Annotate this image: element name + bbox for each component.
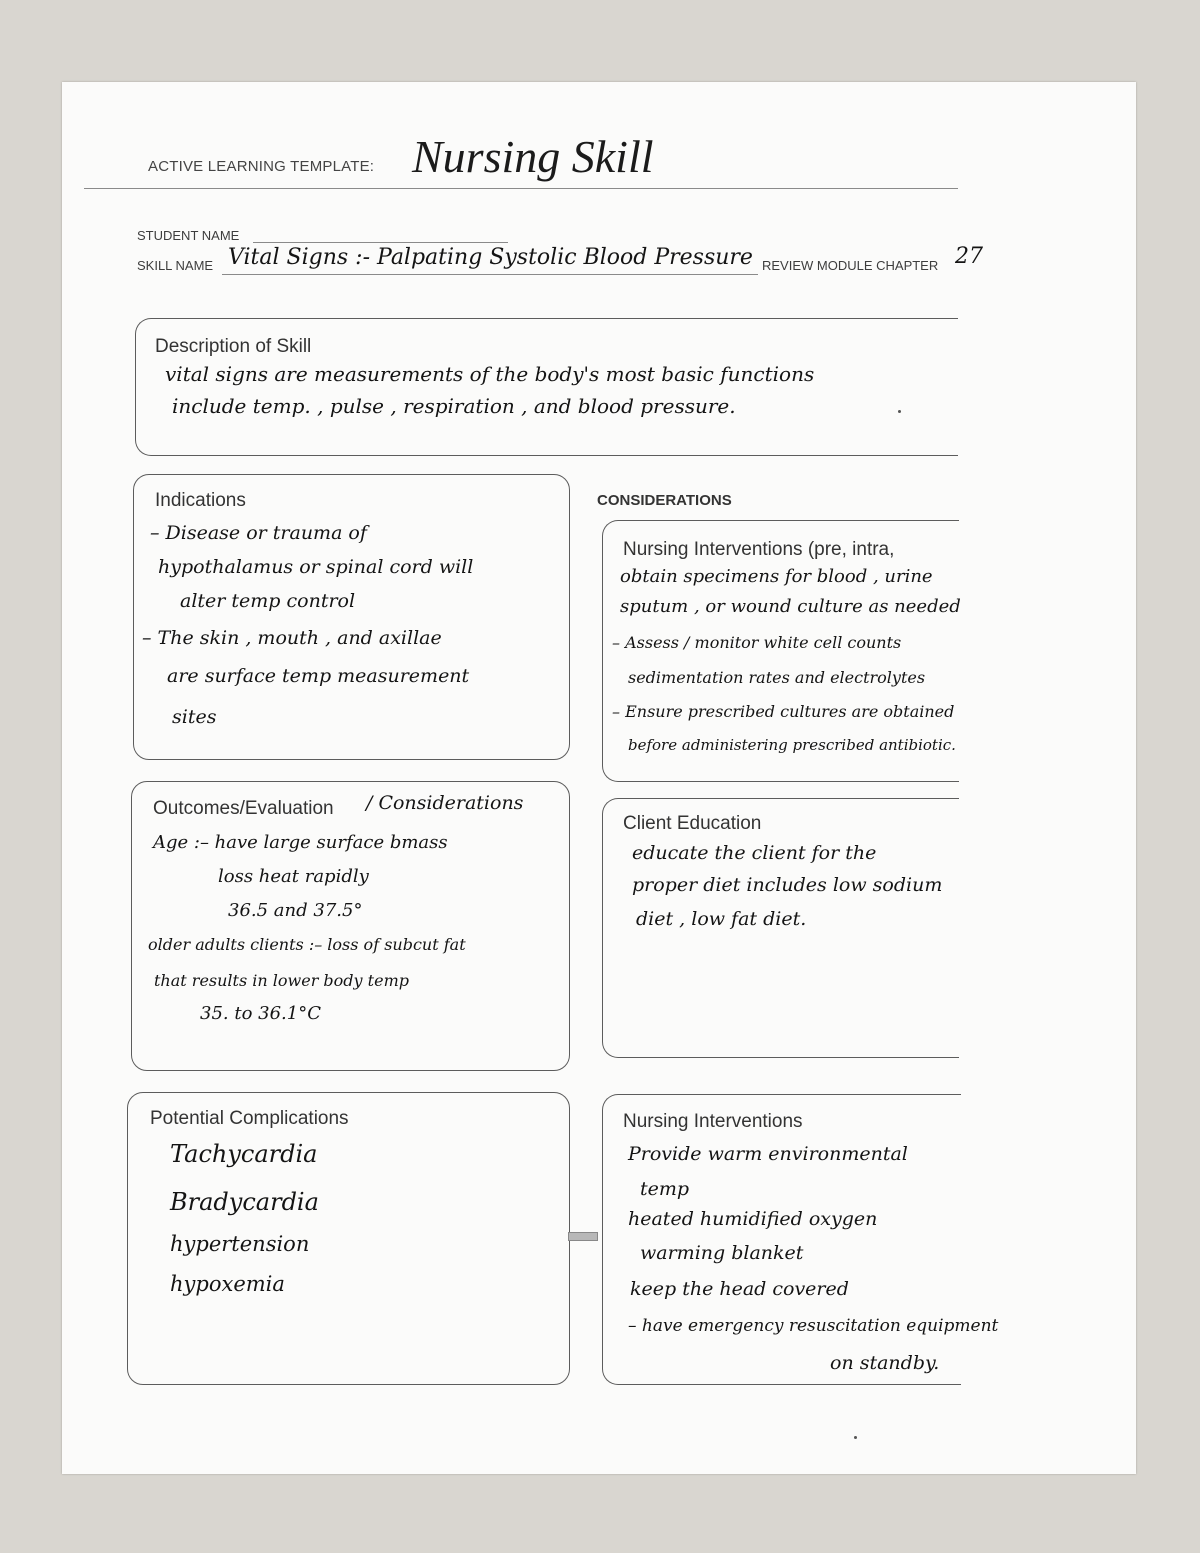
nursing-interventions-pre-line: obtain specimens for blood , urine (620, 566, 933, 587)
outcomes-line: Age :– have large surface bmass (153, 832, 448, 853)
header-rule (84, 188, 958, 189)
outcomes-line: loss heat rapidly (218, 866, 369, 887)
description-line: include temp. , pulse , respiration , and blood pressure. (172, 394, 736, 418)
stray-dot (854, 1436, 857, 1439)
student-name-line (253, 242, 508, 243)
indications-line: – Disease or trauma of (150, 522, 367, 544)
nursing-interventions-line: warming blanket (640, 1242, 804, 1264)
nursing-interventions-box (602, 1094, 961, 1385)
chapter-label: REVIEW MODULE CHAPTER (762, 258, 939, 273)
complications-line: Bradycardia (170, 1188, 319, 1216)
outcomes-line: 36.5 and 37.5° (228, 900, 363, 921)
outcomes-line: that results in lower body temp (154, 971, 409, 990)
client-education-line: diet , low fat diet. (636, 908, 807, 930)
nursing-interventions-line: Provide warm environmental (628, 1143, 908, 1165)
skill-name-label: SKILL NAME (137, 258, 214, 273)
nursing-interventions-pre-title: Nursing Interventions (pre, intra, (623, 539, 895, 560)
outcomes-title: Outcomes/Evaluation (153, 798, 334, 819)
nursing-interventions-line: keep the head covered (630, 1278, 849, 1300)
client-education-line: proper diet includes low sodium (632, 874, 943, 896)
outcomes-title-extra: / Considerations (366, 792, 524, 814)
complications-line: hypoxemia (170, 1272, 285, 1296)
nursing-interventions-title: Nursing Interventions (623, 1111, 803, 1132)
stray-dot (898, 410, 901, 413)
indications-line: – The skin , mouth , and axillae (142, 627, 442, 649)
indications-line: sites (172, 706, 217, 728)
nursing-interventions-pre-line: – Assess / monitor white cell counts (612, 633, 902, 652)
outcomes-line: 35. to 36.1°C (200, 1003, 321, 1024)
client-education-title: Client Education (623, 813, 762, 834)
nursing-interventions-line: on standby. (830, 1352, 940, 1374)
template-label: ACTIVE LEARNING TEMPLATE: (148, 158, 375, 175)
nursing-interventions-line: – have emergency resuscitation equipment (628, 1316, 999, 1336)
paper-mark (568, 1232, 598, 1241)
skill-name-line (222, 274, 758, 275)
template-title: Nursing Skill (412, 131, 654, 182)
student-name-label: STUDENT NAME (137, 228, 240, 243)
nursing-interventions-line: temp (640, 1178, 690, 1200)
nursing-interventions-pre-line: before administering prescribed antibiotic. (628, 736, 956, 754)
complications-line: hypertension (170, 1232, 310, 1256)
client-education-line: educate the client for the (632, 842, 877, 864)
complications-title: Potential Complications (150, 1108, 349, 1129)
description-line: vital signs are measurements of the body's most basic functions (165, 362, 815, 386)
considerations-heading: CONSIDERATIONS (597, 492, 732, 509)
description-title: Description of Skill (155, 336, 312, 357)
indications-title: Indications (155, 490, 246, 511)
outcomes-box (131, 781, 570, 1071)
complications-line: Tachycardia (170, 1140, 318, 1168)
nursing-interventions-pre-line: sedimentation rates and electrolytes (628, 668, 926, 687)
chapter-value: 27 (955, 244, 983, 269)
indications-line: hypothalamus or spinal cord will (158, 556, 474, 578)
skill-name-value: Vital Signs :- Palpating Systolic Blood Pressure (228, 245, 753, 270)
outcomes-line: older adults clients :– loss of subcut fat (148, 935, 466, 954)
nursing-interventions-pre-line: – Ensure prescribed cultures are obtained (612, 702, 955, 721)
indications-line: alter temp control (180, 590, 356, 612)
indications-line: are surface temp measurement (167, 665, 470, 687)
nursing-interventions-line: heated humidified oxygen (628, 1208, 878, 1230)
nursing-interventions-pre-line: sputum , or wound culture as needed (620, 596, 961, 617)
